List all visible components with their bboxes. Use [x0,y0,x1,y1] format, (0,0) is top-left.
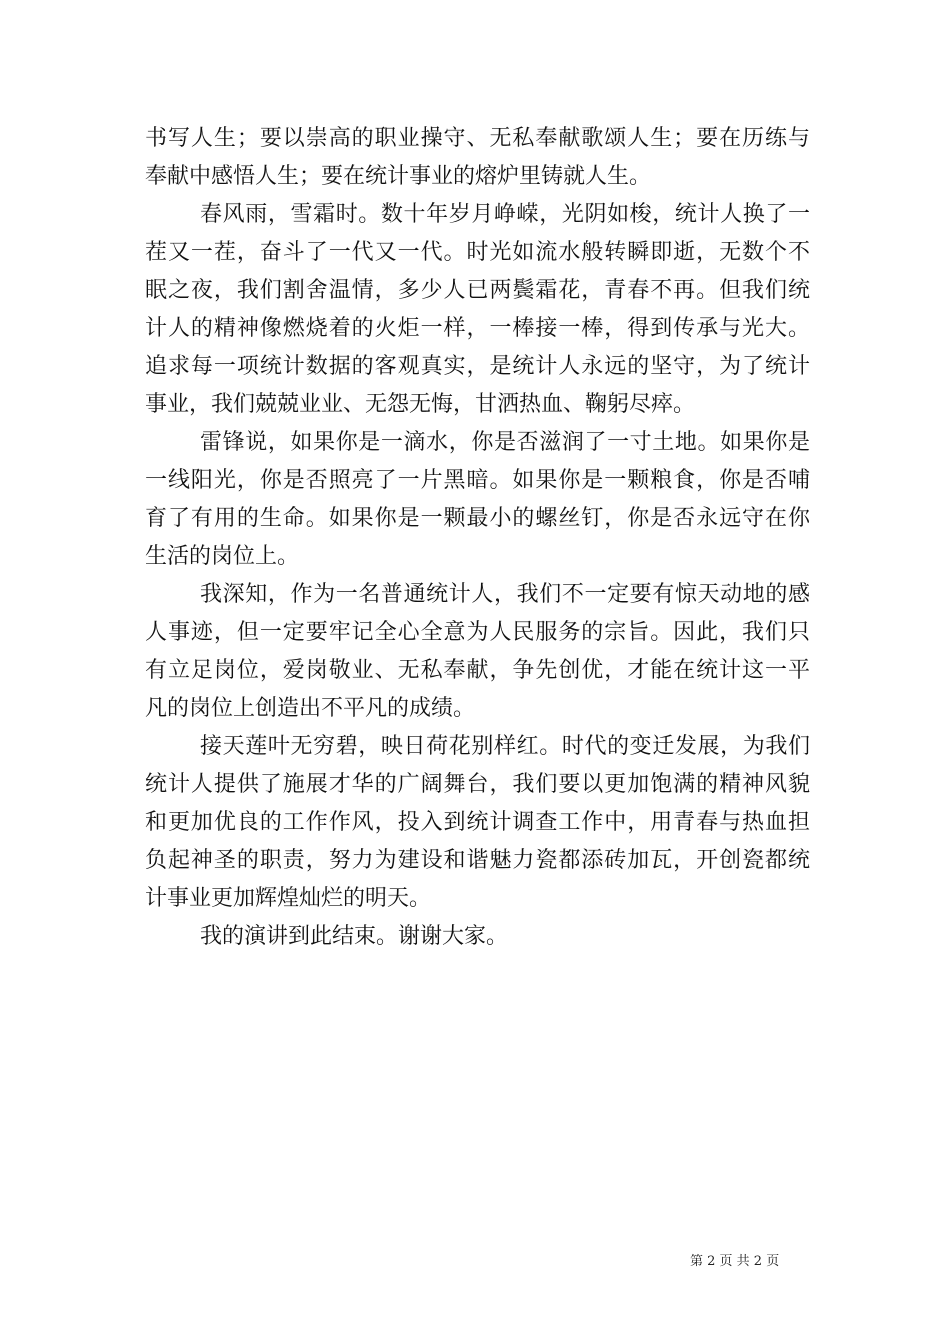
text-line: 生活的岗位上。 [145,544,300,569]
text-line: 育了有用的生命。如果你是一颗最小的螺丝钉，你是否永远守在你 [145,506,810,531]
text-line: 有立足岗位，爱岗敬业、无私奉献，争先创优，才能在统计这一平 [145,658,810,683]
text-line: 接天莲叶无穷碧，映日荷花别样红。时代的变迁发展，为我们 [200,734,810,759]
text-line: 凡的岗位上创造出不平凡的成绩。 [145,696,476,721]
text-line: 春风雨，雪霜时。数十年岁月峥嵘，光阴如梭，统计人换了一 [200,202,810,227]
text-line: 和更加优良的工作作风，投入到统计调查工作中，用青春与热血担 [145,810,810,835]
text-line: 追求每一项统计数据的客观真实，是统计人永远的坚守，为了统计 [145,354,810,379]
page-number-footer: 第 2 页 共 2 页 [690,1254,780,1269]
text-line: 计事业更加辉煌灿烂的明天。 [145,886,432,911]
text-line: 负起神圣的职责，努力为建设和谐魅力瓷都添砖加瓦，开创瓷都统 [145,848,810,873]
text-line: 我深知，作为一名普通统计人，我们不一定要有惊天动地的感 [200,582,810,607]
text-line: 计人的精神像燃烧着的火炬一样，一棒接一棒，得到传承与光大。 [145,316,810,341]
text-line: 统计人提供了施展才华的广阔舞台，我们要以更加饱满的精神风貌 [145,772,810,797]
text-line: 雷锋说，如果你是一滴水，你是否滋润了一寸土地。如果你是 [200,430,810,455]
text-line: 书写人生；要以崇高的职业操守、无私奉献歌颂人生；要在历练与 [145,126,810,151]
text-line: 事业，我们兢兢业业、无怨无悔，甘洒热血、鞠躬尽瘁。 [145,392,696,417]
text-line: 人事迹，但一定要牢记全心全意为人民服务的宗旨。因此，我们只 [145,620,810,645]
text-line: 一线阳光，你是否照亮了一片黑暗。如果你是一颗粮食，你是否哺 [145,468,810,493]
text-line: 奉献中感悟人生；要在统计事业的熔炉里铸就人生。 [145,164,652,189]
text-line: 茬又一茬，奋斗了一代又一代。时光如流水般转瞬即逝，无数个不 [145,240,810,265]
document-body [145,120,810,956]
text-line: 我的演讲到此结束。谢谢大家。 [200,924,509,949]
text-line: 眠之夜，我们割舍温情，多少人已两鬓霜花，青春不再。但我们统 [145,278,810,303]
